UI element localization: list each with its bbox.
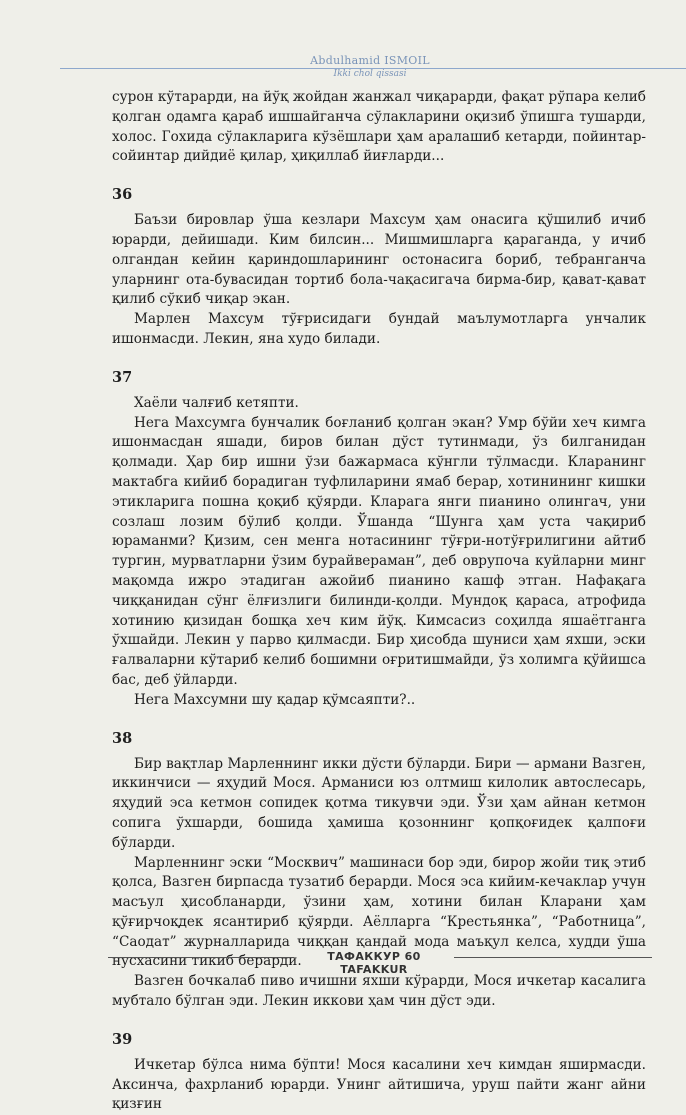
running-header bbox=[0, 50, 686, 90]
page-footer bbox=[0, 948, 686, 976]
footer-rule-right bbox=[454, 957, 652, 958]
paragraph: Ичкетар бўлса нима бўпти! Мося касалини хеч кимдан яширмасди. Аксинча, фахрланиб юрарди. Унинг айтишича, уруш пайти жанг айни қизғин bbox=[112, 1056, 646, 1113]
paragraph: Нега Махсумни шу қадар қўмсаяпти?.. bbox=[134, 691, 416, 708]
header-subtitle: Ikki chol qissasi bbox=[333, 69, 407, 79]
section-number: 36 bbox=[112, 186, 133, 204]
paragraph: Баъзи бировлар ўша кезлари Махсум ҳам онасига қўшилиб ичиб юрарди, дейишади. Ким билсин... Мишмишларга қараганда, у ичиб олгандан кейин қариндошларининг остонасига бориб, тебранганча уларнинг ота-бувасидан тортиб бола-чақасигача бирма-бир, қават-қават қилиб сўкиб чиқар экан. bbox=[112, 212, 646, 308]
paragraph: Марлен Махсум тўғрисидаги бундай маълумотларга унчалик ишонмасди. Лекин, яна худо билади. bbox=[112, 311, 646, 347]
paragraph: Бир вақтлар Марленнинг икки дўсти бўларди. Бири — армани Вазген, иккинчиси — яҳудий Мося. Арманиси юз олтмиш килолик автослесарь, яҳудий эса кетмон сопидек қотма тикувчи эди. Ўзи ҳам айнан кетмон сопига ўхшарди, бошида ҳамиша қозоннинг қопқоғидек қалпоғи бўларди. bbox=[112, 755, 646, 851]
paragraph: Нега Махсумга бунчалик боғланиб қолган экан? Умр бўйи хеч кимга ишонмасдан яшади, биров билан дўст тутинмади, ўз билганидан қолмади. Ҳар бир ишни ўзи бажармаса кўнгли тўлмасди. Кларанинг мактабга кийиб борадиган туфлиларини ямаб берар, хотинининг кишки этикларига пошна қоқиб қўярди. Кларага янги пианино олингач, уни созлаш лозим бўлиб қолди. Ўшанда “Шунга ҳам уста чақириб юраманми? Қизим, сен менга нотасининг тўғри-нотўғрилигини айтиб тургин, мурватларни ўзим бурайвераман”, деб оврупоча куйларни минг мақомда ижро этадиган ажойиб пианино кашф этган. Нафақага чиққанидан сўнг ёлғизлиги билинди-қолди. Мундоқ қараса, атрофида хотинию қизидан бошқа хеч ким йўқ. Кимсасиз соҳилда яшаётганга ўхшайди. Лекин у парво қилмасди. Бир ҳисобда шуниси ҳам яхши, эски ғалвaларни кўтариб келиб бошимни оғритишмайди, ўз холимга қўйишса бас, деб ўйларди. bbox=[112, 414, 646, 688]
footer-rule-left bbox=[108, 957, 294, 958]
header-author: Abdulhamid ISMOIL bbox=[310, 54, 430, 67]
footer-label: ТАФАККУР 60 TAFAKKUR bbox=[327, 950, 421, 976]
intro-paragraph: сурон кўтарарди, на йўқ жойдан жанжал чиқарарди, фақат рўпара келиб қолган одамга қараб ишшайганча сўлакларини оқизиб ўпишга тушарди, холос. Гохида сўлакларига кўзёшлари ҳам аралашиб кетарди, пойинтар-сойинтар дийдиё қилар, ҳиқиллаб йиғларди... bbox=[112, 89, 646, 165]
section-number: 37 bbox=[112, 368, 133, 386]
paragraph: Вазген бочкалаб пиво ичишни яхши кўрарди, Мося ичкетар касалига мубтало бўлган эди. Лекин иккови ҳам чин дўст эди. bbox=[112, 973, 646, 1010]
paragraph: Марленнинг эски “Москвич” машинаси бор эди, бирор жойи тиқ этиб қолса, Вазген бирпасда тузатиб берарди. Мося эса кийим-кечаклар учун масъул ҳисобланарди, ўзини ҳам, хотини билан Кларани ҳам қўғирчоқдек ясантириб қўярди. Аёлларга “Крестьянка”, “Работница”, “Саодат” журналларида чиққан қандай мода маъқул келса, худди ўша нусхасини тикиб берарди. bbox=[112, 854, 646, 970]
section-number: 38 bbox=[112, 729, 133, 747]
paragraph: Хаёли чалғиб кетяпти. bbox=[134, 394, 299, 411]
section-number: 39 bbox=[112, 1030, 133, 1048]
